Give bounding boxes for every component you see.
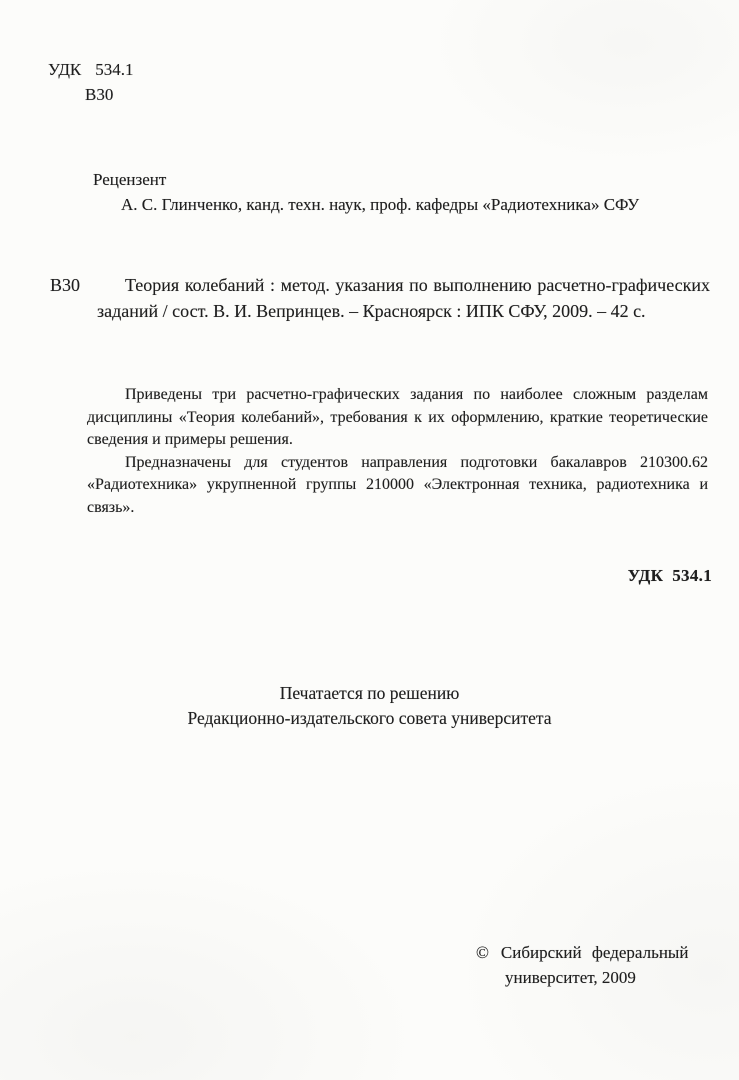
edition-note: [0, 681, 739, 730]
copyright-line1: [476, 940, 688, 965]
annotation-block: [87, 384, 708, 519]
copyright-line2: университет, 2009: [505, 968, 636, 987]
reviewer-heading: Рецензент: [93, 170, 167, 189]
edition-note-line2: Редакционно-издательского совета университета: [187, 707, 552, 728]
catalog-author-sign: В30: [50, 275, 81, 295]
udk-bottom-block: [628, 566, 712, 586]
copyright-holder: Сибирский федеральный: [500, 943, 689, 962]
udk-label: УДК: [48, 60, 82, 79]
reviewer-name: А. С. Глинченко, канд. техн. наук, проф. кафедры «Радиотехника» СФУ: [121, 195, 640, 214]
udk-bottom-label: УДК: [627, 566, 664, 585]
copyright-block: [476, 940, 688, 990]
udk-bottom-number: 534.1: [672, 566, 712, 585]
annotation-paragraph-1: Приведены три расчетно-графических задания по наиболее сложным разделам дисциплины «Теория колебаний», требования к их оформлению, краткие теоретические сведения и примеры решения.: [87, 386, 708, 448]
edition-note-line1: Печатается по решению: [279, 683, 460, 703]
catalog-entry: Теория колебаний : метод. указания по выполнению расчетно-графических заданий / сост. В. И. Вепринцев. – Красноярск : ИПК СФУ, 2009. – 42 с.: [97, 275, 710, 321]
annotation-paragraph-2: Предназначены для студентов направления подготовки бакалавров 210300.62 «Радиотехника» укрупненной группы 210000 «Электронная техника, радиотехника и связь».: [87, 453, 708, 516]
reviewer-block: [93, 167, 639, 217]
copyright-symbol-icon: ©: [476, 943, 489, 962]
udk-top-line: [48, 57, 134, 82]
author-sign-code: В30: [85, 85, 114, 104]
udk-number: 534.1: [95, 60, 134, 79]
udk-classification-block: [48, 57, 134, 107]
